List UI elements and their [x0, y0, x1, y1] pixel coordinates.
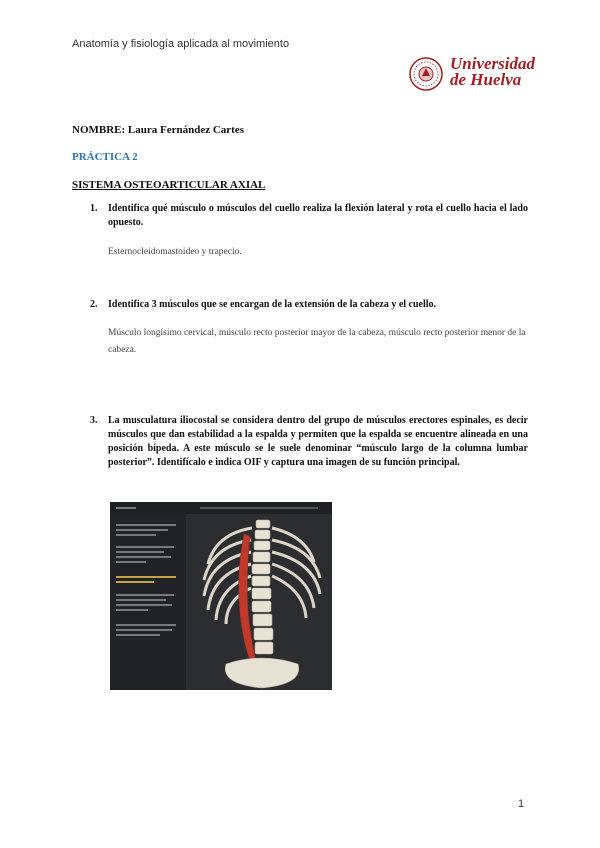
page-header: Anatomía y fisiología aplicada al movimiento	[72, 38, 290, 50]
spine-muscle-illustration	[186, 514, 332, 690]
question-3	[90, 414, 528, 470]
page-number: 1	[518, 798, 525, 810]
answer-1: Esternocleidomastoideo y trapecio.	[108, 247, 242, 257]
student-name: NOMBRE: Laura Fernández Cartes	[72, 124, 245, 136]
question-text: Identifica 3 músculos que se encargan de la extensión de la cabeza y el cuello.	[108, 299, 437, 310]
practice-title: PRÁCTICA 2	[72, 151, 138, 163]
question-text: La musculatura iliocostal se considera dentro del grupo de músculos erectores espinales, es decir músculos que dan estabilidad a la espalda y permiten que la espalda se encuentre alineada en una posición bípeda. A este músculo se le suele denominar “músculo largo de la columna lumbar posterior”. Identifícalo e indica OIF y captura una imagen de su función principal.	[108, 415, 528, 468]
anatomy-screenshot	[110, 502, 332, 690]
question-number: 1.	[90, 203, 98, 214]
question-number: 3.	[90, 415, 98, 426]
university-name	[450, 56, 535, 88]
viewer-info-panel	[110, 514, 186, 690]
logo-line-1: Universidad	[450, 54, 535, 73]
logo-line-2: de Huelva	[450, 70, 522, 89]
question-2	[90, 298, 528, 312]
section-title: SISTEMA OSTEOARTICULAR AXIAL	[72, 179, 266, 191]
question-number: 2.	[90, 299, 98, 310]
university-logo	[408, 54, 535, 94]
university-seal-icon	[408, 56, 444, 92]
question-1	[90, 202, 528, 230]
viewer-toolbar	[110, 502, 332, 514]
answer-2: Músculo longísimo cervical, músculo recto posterior mayor de la cabeza, músculo recto posterior menor de la cabeza.	[108, 328, 526, 355]
question-text: Identifica qué músculo o músculos del cuello realiza la flexión lateral y rota el cuello hacia el lado opuesto.	[108, 203, 528, 228]
